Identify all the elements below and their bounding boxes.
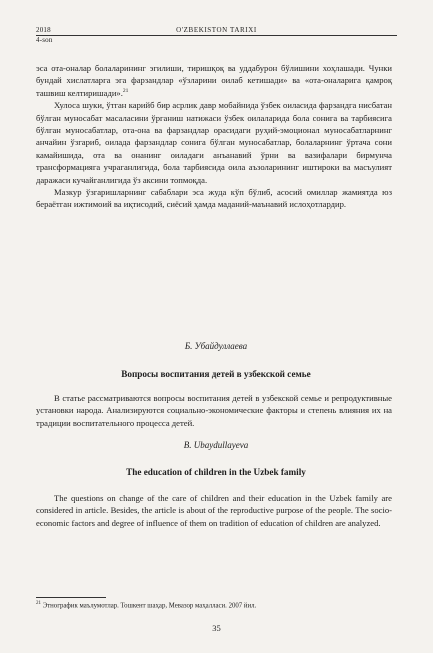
uz-paragraph-3: Мазкур ўзгаришларнинг сабаблари эса жуда кўп бўлиб, асосий омиллар жамиятда юз бераётган ижтимоий ва иқтисодий, сиёсий ҳамда маданий-маънавий ислоҳотлардир.: [36, 187, 392, 210]
uz-paragraph-1: эса ота-оналар болаларининг эгилиши, тиришқоқ ва уддабурон бўлишини хоҳлашади. Чунки бундай хислатларга эга фарзандлар «ўзларини оилаб кетишади» ва «ота-оналарига қамроқ ташвиш келтиришади».$^{21}$: [36, 63, 392, 98]
footnote-text: Этнографик маълумотлар. Тошкент шаҳар, Мевазор маҳалласи. 2007 йил.: [42, 602, 257, 610]
ru-abstract: [36, 392, 392, 429]
en-author: B. Ubaydullayeva: [183, 440, 249, 450]
ru-author: Б. Убайдуллаева: [184, 341, 248, 351]
ru-title: Вопросы воспитания детей в узбекской семье: [121, 369, 311, 379]
page-number: 35: [212, 623, 221, 633]
uz-paragraph-2: Хулоса шуки, ўтган карийб бир асрлик давр мобайнида ўзбек оиласида фарзандга нисбатан бўлган муносабат масаласини ўрганиш натижаси ўзбек оилаларида бола сонига ва тарбиясига бўлган муносабатлар, ота-она ва фарзандлар орасидаги руҳий-эмоционал муносабатларнинг анчайин ўзгариб, оилада фарзандлар сонига бўлган муносабатлар, болаларнинг ўртача сони камайишида, ота ва онанинг оиладаги анъанавий ўрни ва вазифалари бирмунча трансформацияга учраганлигида, бола тарбиясида оила аъзоларининг иштироки ва масъулият даражаси кучайганлигида ўз аксини топмоқда.: [36, 100, 392, 185]
header-rule: [36, 35, 397, 36]
header-issue: 4-son: [36, 36, 53, 44]
en-title: The education of children in the Uzbek family: [126, 467, 306, 477]
en-abstract-text: The questions on change of the care of children and their education in the Uzbek family are considered in article. Besides, the article is about of the reproductive purpose of the people. The socio-economic factors and degree of influence of them on tradition of education of children are analyzed.: [36, 493, 392, 528]
footnote-rule: [36, 597, 106, 598]
header-journal-title: O'ZBEKISTON TARIXI: [176, 26, 257, 34]
footnote-number: 21: [36, 601, 41, 606]
ru-abstract-text: В статье рассматриваются вопросы воспитания детей в узбекской семье и репродуктивные установки народа. Анализируются социально-экономические факторы и степень влияния их на традиции воспитательного процесса детей.: [36, 393, 392, 428]
header-year: 2018: [36, 26, 51, 34]
footnote: [36, 601, 256, 609]
en-abstract: [36, 492, 392, 529]
uzbek-body-text: [36, 62, 392, 211]
footnote-ref: 21: [122, 87, 129, 94]
